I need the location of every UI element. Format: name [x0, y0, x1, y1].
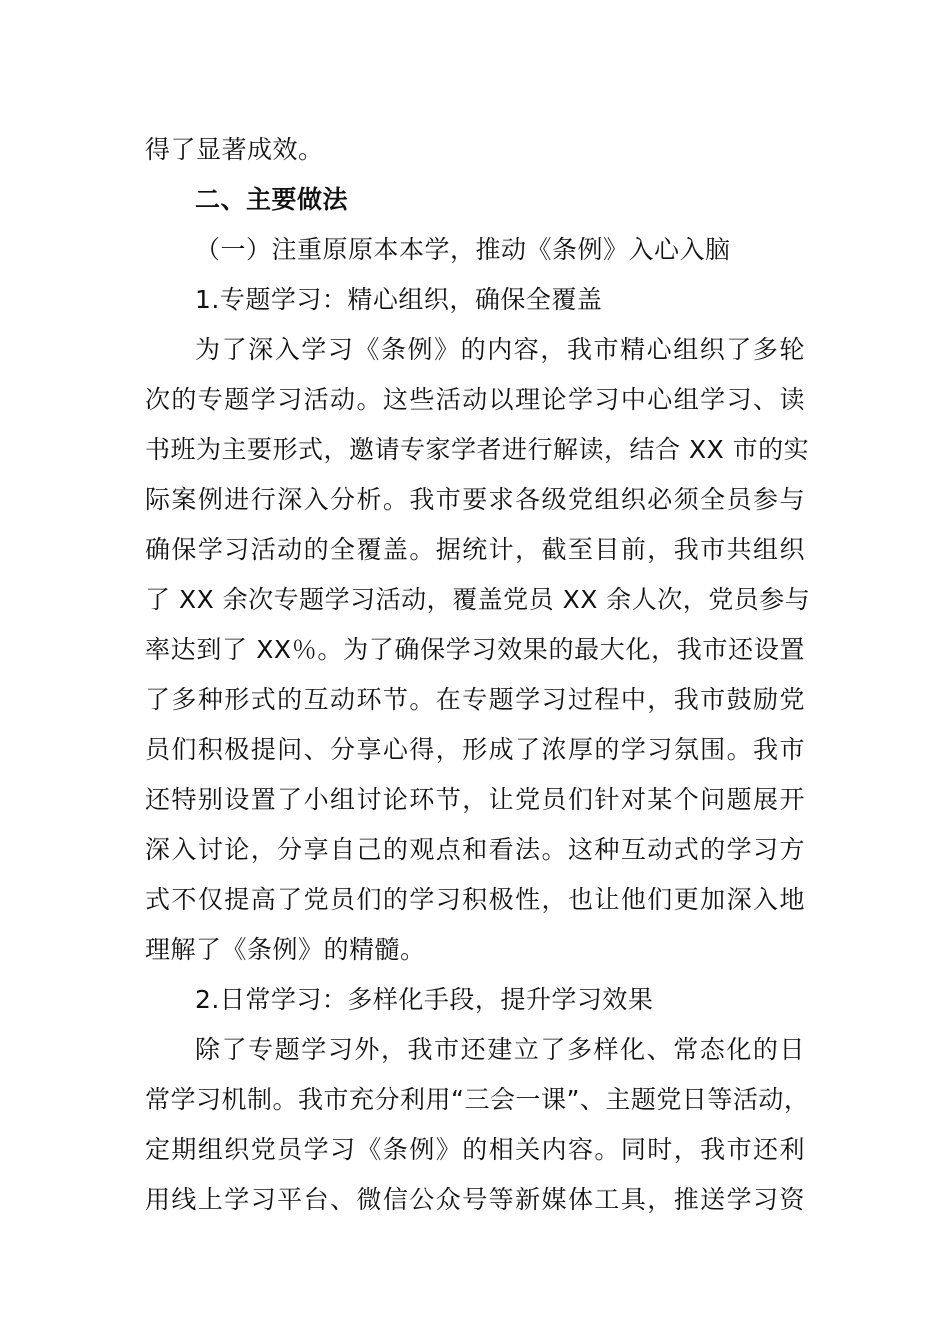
- paragraph-line: 书班为主要形式，邀请专家学者进行解读，结合 XX 市的实: [145, 435, 810, 464]
- paragraph-line: 定期组织党员学习《条例》的相关内容。同时，我市还利: [145, 1135, 805, 1164]
- paragraph-line: 理解了《条例》的精髓。: [145, 935, 426, 964]
- paragraph-line: 员们积极提问、分享心得，形成了浓厚的学习氛围。我市: [145, 735, 805, 764]
- topic-heading: 2.日常学习：多样化手段，提升学习效果: [195, 985, 654, 1014]
- paragraph-line: 次的专题学习活动。这些活动以理论学习中心组学习、读: [145, 385, 805, 414]
- paragraph-line: 除了专题学习外，我市还建立了多样化、常态化的日: [195, 1035, 805, 1064]
- section-heading: 二、主要做法: [195, 185, 349, 214]
- paragraph-line: 得了显著成效。: [145, 135, 324, 164]
- paragraph-line: 了 XX 余次专题学习活动，覆盖党员 XX 余人次，党员参与: [145, 585, 811, 614]
- paragraph-line: 式不仅提高了党员们的学习积极性，也让他们更加深入地: [145, 885, 805, 914]
- topic-heading: 1.专题学习：精心组织，确保全覆盖: [195, 285, 603, 314]
- paragraph-line: 际案例进行深入分析。我市要求各级党组织必须全员参与: [145, 485, 805, 514]
- paragraph-line: 常学习机制。我市充分利用“三会一课”、主题党日等活动，: [145, 1085, 810, 1114]
- paragraph-line: 了多种形式的互动环节。在专题学习过程中，我市鼓励党: [145, 685, 805, 714]
- paragraph-line: 还特别设置了小组讨论环节，让党员们针对某个问题展开: [145, 785, 805, 814]
- paragraph-line: 用线上学习平台、微信公众号等新媒体工具，推送学习资: [145, 1185, 805, 1214]
- paragraph-line: 深入讨论，分享自己的观点和看法。这种互动式的学习方: [145, 835, 805, 864]
- paragraph-line: 确保学习活动的全覆盖。据统计，截至目前，我市共组织: [145, 535, 805, 564]
- paragraph-line: 率达到了 XX％。为了确保学习效果的最大化，我市还设置: [145, 635, 805, 664]
- subsection-heading: （一）注重原原本本学，推动《条例》入心入脑: [195, 235, 731, 264]
- paragraph-line: 为了深入学习《条例》的内容，我市精心组织了多轮: [195, 335, 805, 364]
